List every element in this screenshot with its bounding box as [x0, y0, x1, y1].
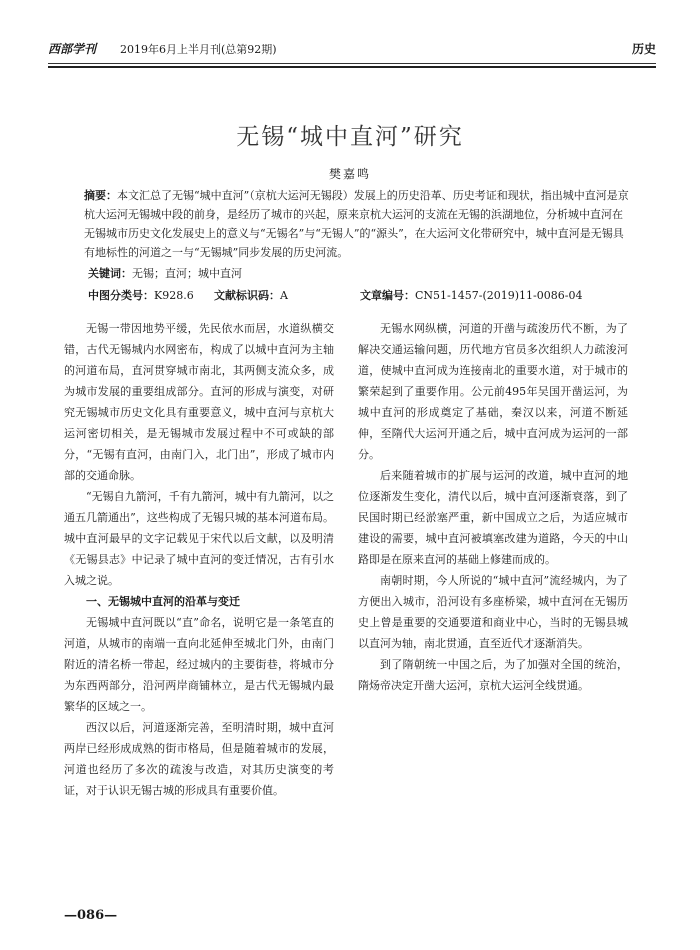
- doc-label: 文献标识码：: [214, 289, 280, 302]
- section-label: 历史: [631, 42, 656, 56]
- clc-label: 中图分类号：: [88, 289, 154, 302]
- clc-number: [88, 287, 194, 303]
- keywords-text: 无锡；直河；城中直河: [132, 267, 242, 280]
- section-heading: 一、无锡城中直河的沿革与变迁: [86, 595, 240, 608]
- doc-value: A: [280, 289, 288, 302]
- left-column: [64, 318, 334, 801]
- header-rule-thin: [48, 63, 656, 64]
- paragraph: “无锡自九箭河，千有九箭河，城中有九箭河，以之通五几箭通出”，这些构成了无锡只城的基本河道布局。城中直河最早的文字记载见于宋代以后文献，以及明清《无锡县志》中记录了城中直河的变迁情况，古有引水入城之说。: [64, 490, 334, 587]
- article-title: 无锡“城中直河”研究: [236, 124, 464, 150]
- author-name: 樊嘉鸣: [328, 167, 371, 181]
- page-number: —086—: [64, 908, 118, 923]
- paragraph: 无锡城中直河既以“直”命名，说明它是一条笔直的河道，从城市的南端一直向北延伸至城北门外，由南门附近的清名桥一带起，经过城内的主要街巷，将城市分为东西两部分，沿河两岸商铺林立，是古代无锡城内最繁华的区域之一。: [64, 616, 334, 713]
- header-rule-thick: [48, 66, 656, 68]
- paragraph: 后来随着城市的扩展与运河的改道，城中直河的地位逐渐发生变化，清代以后，城中直河逐渐衰落，到了民国时期已经淤塞严重，新中国成立之后，为适应城市建设的需要，城中直河被填塞改建为道路，今天的中山路即是在原来直河的基础上修建而成的。: [358, 469, 628, 566]
- paragraph: 南朝时期，今人所说的“城中直河”流经城内，为了方便出入城市，沿河设有多座桥梁，城中直河在无锡历史上曾是重要的交通要道和商业中心，当时的无锡县城以直河为轴，南北贯通，直至近代才逐渐消失。: [358, 574, 628, 650]
- paragraph: 西汉以后，河道逐渐完善，至明清时期，城中直河两岸已经形成成熟的街市格局，但是随着城市的发展，河道也经历了多次的疏浚与改造，对其历史演变的考证，对于认识无锡古城的形成具有重要价值。: [64, 721, 334, 797]
- abstract: [84, 186, 632, 262]
- abstract-label: 摘要：: [84, 189, 117, 202]
- keywords-label: 关键词：: [88, 267, 132, 280]
- clc-value: K928.6: [154, 289, 194, 302]
- article-label: 文章编号：: [360, 289, 415, 302]
- issue-info: 2019年6月上半月刊(总第92期): [120, 43, 277, 56]
- page-header: [48, 38, 656, 62]
- right-column: [358, 318, 628, 696]
- abstract-text: 本文汇总了无锡“城中直河”（京杭大运河无锡段）发展上的历史沿革、历史考证和现状，指出城中直河是京杭大运河无锡城中段的前身，是经历了城市的兴起，原来京杭大运河的支流在无锡的浜湖地位，分析城中直河在无锡城市历史文化发展史上的意义与“无锡名”与“无锡人”的“源头”，在大运河文化带研究中，城中直河是无锡具有地标性的河道之一与“无锡城”同步发展的历史河流。: [84, 189, 629, 259]
- paragraph: 到了隋朝统一中国之后，为了加强对全国的统治，隋炀帝决定开凿大运河，京杭大运河全线贯通。: [358, 658, 628, 692]
- article-number: [360, 287, 582, 303]
- doc-code: [214, 287, 288, 303]
- paragraph: 无锡水网纵横，河道的开凿与疏浚历代不断，为了解决交通运输问题，历代地方官员多次组织人力疏浚河道，使城中直河成为连接南北的重要水道，对于城市的繁荣起到了重要作用。公元前495年吴国开凿运河，为城中直河的形成奠定了基础，秦汉以来，河道不断延伸，至隋代大运河开通之后，城中直河成为运河的一部分。: [358, 322, 628, 461]
- keywords: [88, 265, 242, 281]
- paragraph: 无锡一带因地势平缓，先民依水而居，水道纵横交错，古代无锡城内水网密布，构成了以城中直河为主轴的河道布局，直河贯穿城市南北，其两侧支流众多，成为城市发展的重要组成部分。直河的形成与演变，对研究无锡城市历史文化具有重要意义，城中直河与京杭大运河密切相关，是无锡城市发展过程中不可或缺的部分，“无锡有直河，由南门入，北门出”，形成了城市内部的交通命脉。: [64, 322, 334, 482]
- journal-name: 西部学刊: [48, 42, 97, 56]
- article-value: CN51-1457-(2019)11-0086-04: [415, 289, 583, 302]
